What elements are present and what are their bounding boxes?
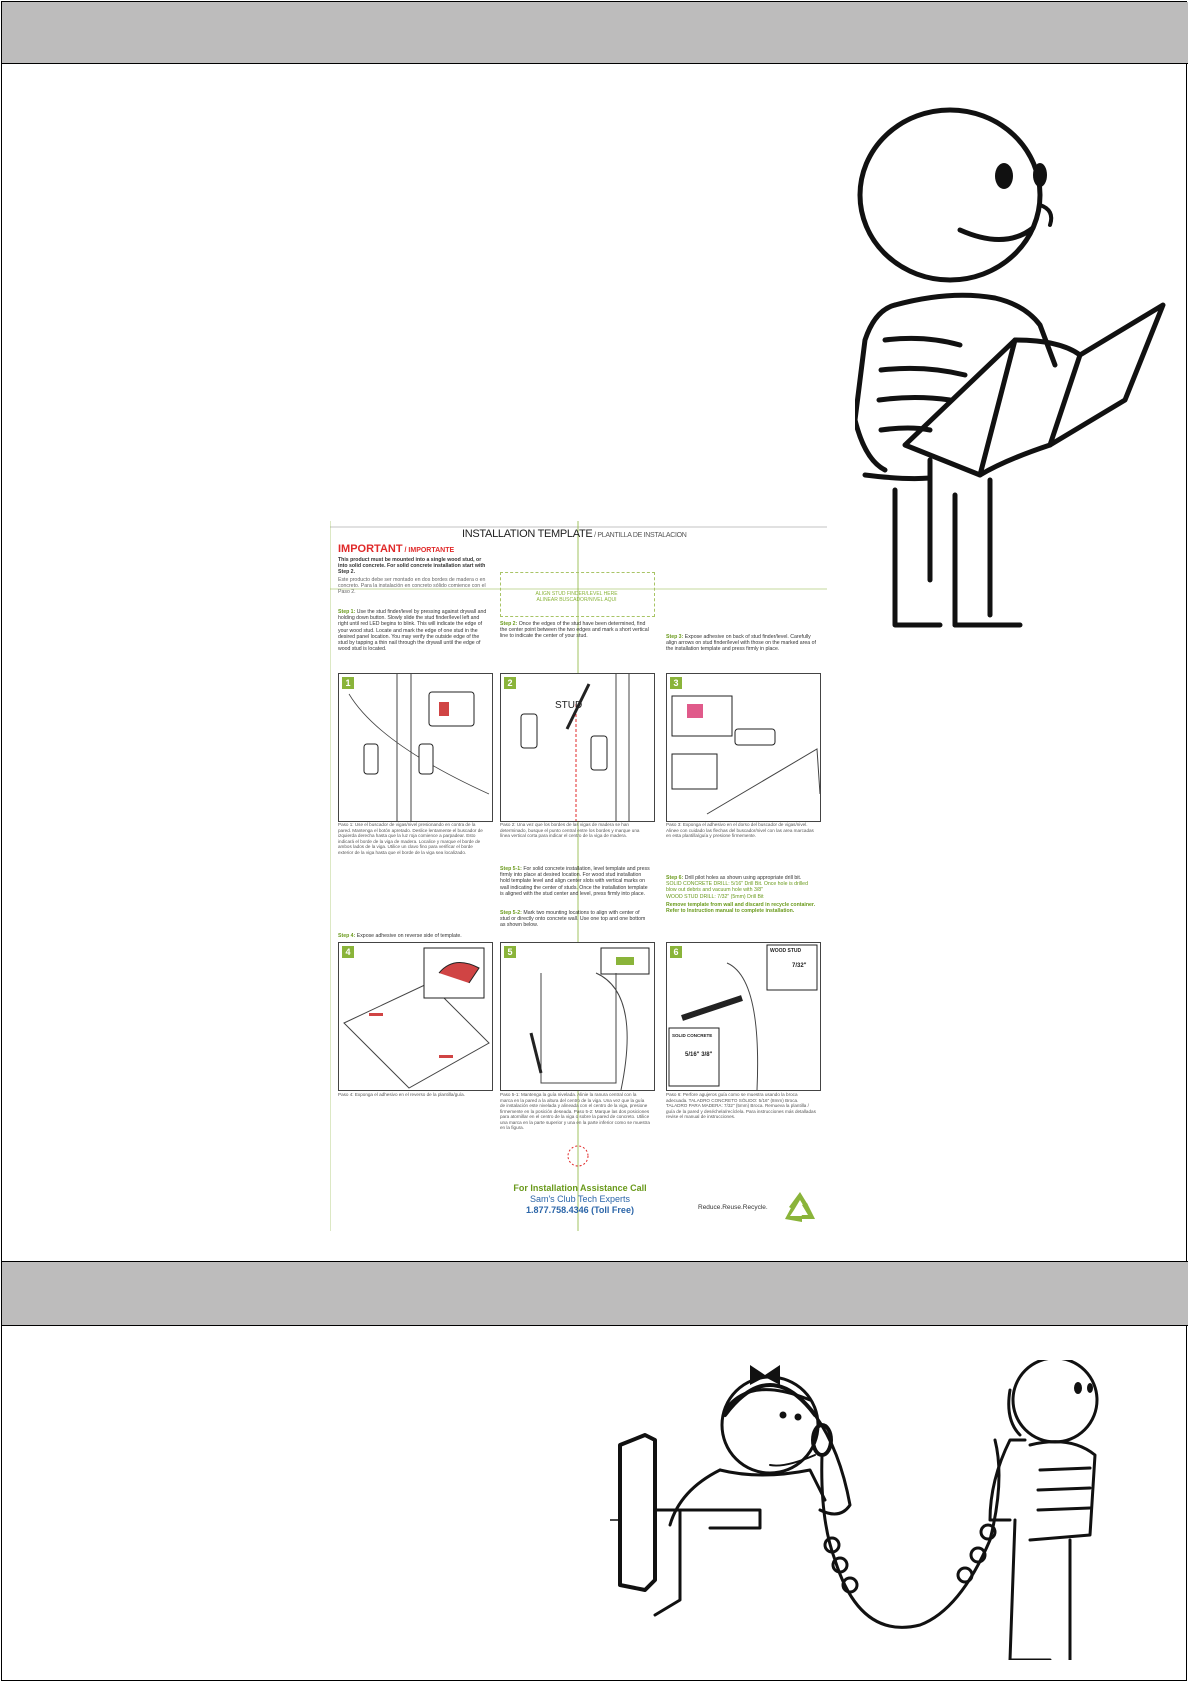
assistance-call-info: For Installation Assistance Call Sam's Club Tech Experts 1.877.758.4346 (Toll Free) <box>513 1183 647 1215</box>
adhesive-drawing <box>667 674 820 821</box>
step5-1-text: Step 5-1: For solid concrete installation, level template and press firmly into place at desired location. For wood stud installation hold template level and align center slots with vertical marks on wall indicating the center of studs. Once the installation template is aligned with the stud center and level, press firmly into place. <box>500 866 650 897</box>
paso2-text: Paso 2: Una vez que los bordes de las vigas de madera se han determinado, busque el punto central entre los bordes y marque una línea vertical corta para indicar el centro de la viga de madera. <box>500 822 640 838</box>
panel-1: 1 <box>338 673 493 822</box>
step4-text: Step 4: Expose adhesive on reverse side of template. <box>338 933 462 939</box>
step2-text: Step 2: Once the edges of the stud have been determined, find the center point between the two edges and mark a short vertical line to indicate the center of your stud. <box>500 621 649 640</box>
wood-size-label: 7/32" <box>792 963 807 969</box>
stud-label: STUD <box>555 700 583 711</box>
solid-concrete-label: SOLID CONCRETE <box>672 1033 713 1038</box>
paso4-text: Paso 4: Exponga el adhesivo en el reverso de la plantilla/guía. <box>338 1092 465 1097</box>
level-drawing <box>501 943 654 1090</box>
stud-finder-drawing <box>339 674 492 821</box>
panel-2: 2 STUD <box>500 673 655 822</box>
person-reading-illustration <box>855 100 1175 640</box>
section-band <box>2 1261 1188 1326</box>
support-call-illustration <box>610 1360 1170 1660</box>
intro-text: This product must be mounted into a single wood stud, or into solid concrete. For solid concrete installation start with Step 2. <box>338 557 486 576</box>
step3-text: Step 3: Expose adhesive on back of stud finder/level. Carefully align arrows on stud finder/level with those on the marked area of the installation template and press firmly in place. <box>666 634 816 653</box>
step6-text: Step 6: Drill pilot holes as shown using appropriate drill bit. SOLID CONCRETE DRILL: 5/16" Drill Bit. Once hole is drilled blow out debris and vacuum hole with 3/8" WOOD STUD DRILL: 7/32" (5mm) Drill Bit Remove template from wall and discard in recycle container. Refer to Instruction manual to complete installation. <box>666 875 816 915</box>
panel-4: 4 <box>338 942 493 1091</box>
paso3-text: Paso 3: Exponga el adhesivo en el dorso del buscador de vigas/nivel. Alinee con cuidado las flechas del buscador/nivel con las area marcadas en esta plantilla/guía y presione firmemente. <box>666 822 814 838</box>
reduce-reuse-recycle: Reduce.Reuse.Recycle. <box>698 1204 768 1211</box>
template-peel-drawing <box>339 943 492 1090</box>
paso6-text: Paso 6: Perfore agujeros guía como se muestra usando la broca adecuada. TALADRO CONCRETO SÓLIDO: 5/16" (8mm) Broca. TALADRO PARA MADERA: 7/32" (5mm) Broca. Remueva la plantilla / guía de la pared y deséchela/recíclela. Para instrucciones más detalladas revise el manual de instrucciones. <box>666 1092 816 1119</box>
step1-text: Step 1: Use the stud finder/level by pressing against drywall and holding down button. Slowly slide the stud finder/level left and right until red LED begins to blink. This will indicate the edge of your wood stud. Locate and mark the edge of one stud in the desired panel location. You may verify the outside edge of the stud by tapping a thin nail through the drywall until the edge of wood stud is located. <box>338 609 487 653</box>
step5-2-text: Step 5-2: Mark two mounting locations to align with center of stud or directly onto concrete wall. Use one top and one bottom as shown below. <box>500 910 646 929</box>
paso1-text: Paso 1: Use el buscador de vigas/nivel presionando en contra de la pared. Mantenga el botón apretado. Deslice lentamente el buscador de izquierda derecha hasta que la luz roja comience a parpadear. Esto indicará el borde de la viga de madera. Localice y marque el borde de ambos lados de la viga. Utilice un clavo fino para verificar el borde exterior de la viga hasta que el borde de la viga sea localizado. <box>338 822 483 855</box>
panel-6: 6 WOOD STUD 7/32" SOLID CONCRETE 5/16" 3/8" <box>666 942 821 1091</box>
guide-label: ALIGN STUD FINDER/LEVEL HERE ALINEAR BUSCADOR/NIVEL AQUI <box>535 591 618 603</box>
marking-drawing <box>501 674 654 821</box>
important-heading: IMPORTANT / IMPORTANTE <box>338 543 455 555</box>
header-band <box>2 2 1188 64</box>
intro-text-es: Este producto debe ser montado en dos bordes de madera o en concreto. Para la instalación en concreto sólido comience con el Paso 2. <box>338 577 486 596</box>
installation-template <box>330 521 827 1231</box>
concrete-size-label: 5/16" 3/8" <box>685 1052 713 1058</box>
panel-5: 5 <box>500 942 655 1091</box>
template-title: INSTALLATION TEMPLATE / PLANTILLA DE INSTALACION <box>462 528 687 540</box>
caller-head <box>1013 1360 1097 1442</box>
hair-bow-icon <box>750 1365 780 1385</box>
recycle-icon <box>780 1189 820 1229</box>
wood-stud-label: WOOD STUD <box>770 948 802 954</box>
panel-3: 3 <box>666 673 821 822</box>
paso5-text: Paso 5-1: Mantenga la guía nivelada. Alinie la ranura central con la marca en la pared a la altura del centro de la viga. Una vez que la guía de instalación este nivelada y alineada con el centro de la viga, presione firmemente en la posición deseada. Paso 5-2: Marque las dos posiciones para atornillar en el centro de la viga o sobre la pared de concreto. Utilice una marca en la parte superior y una en la parte inferior como se muestra en la figura. <box>500 1092 650 1130</box>
